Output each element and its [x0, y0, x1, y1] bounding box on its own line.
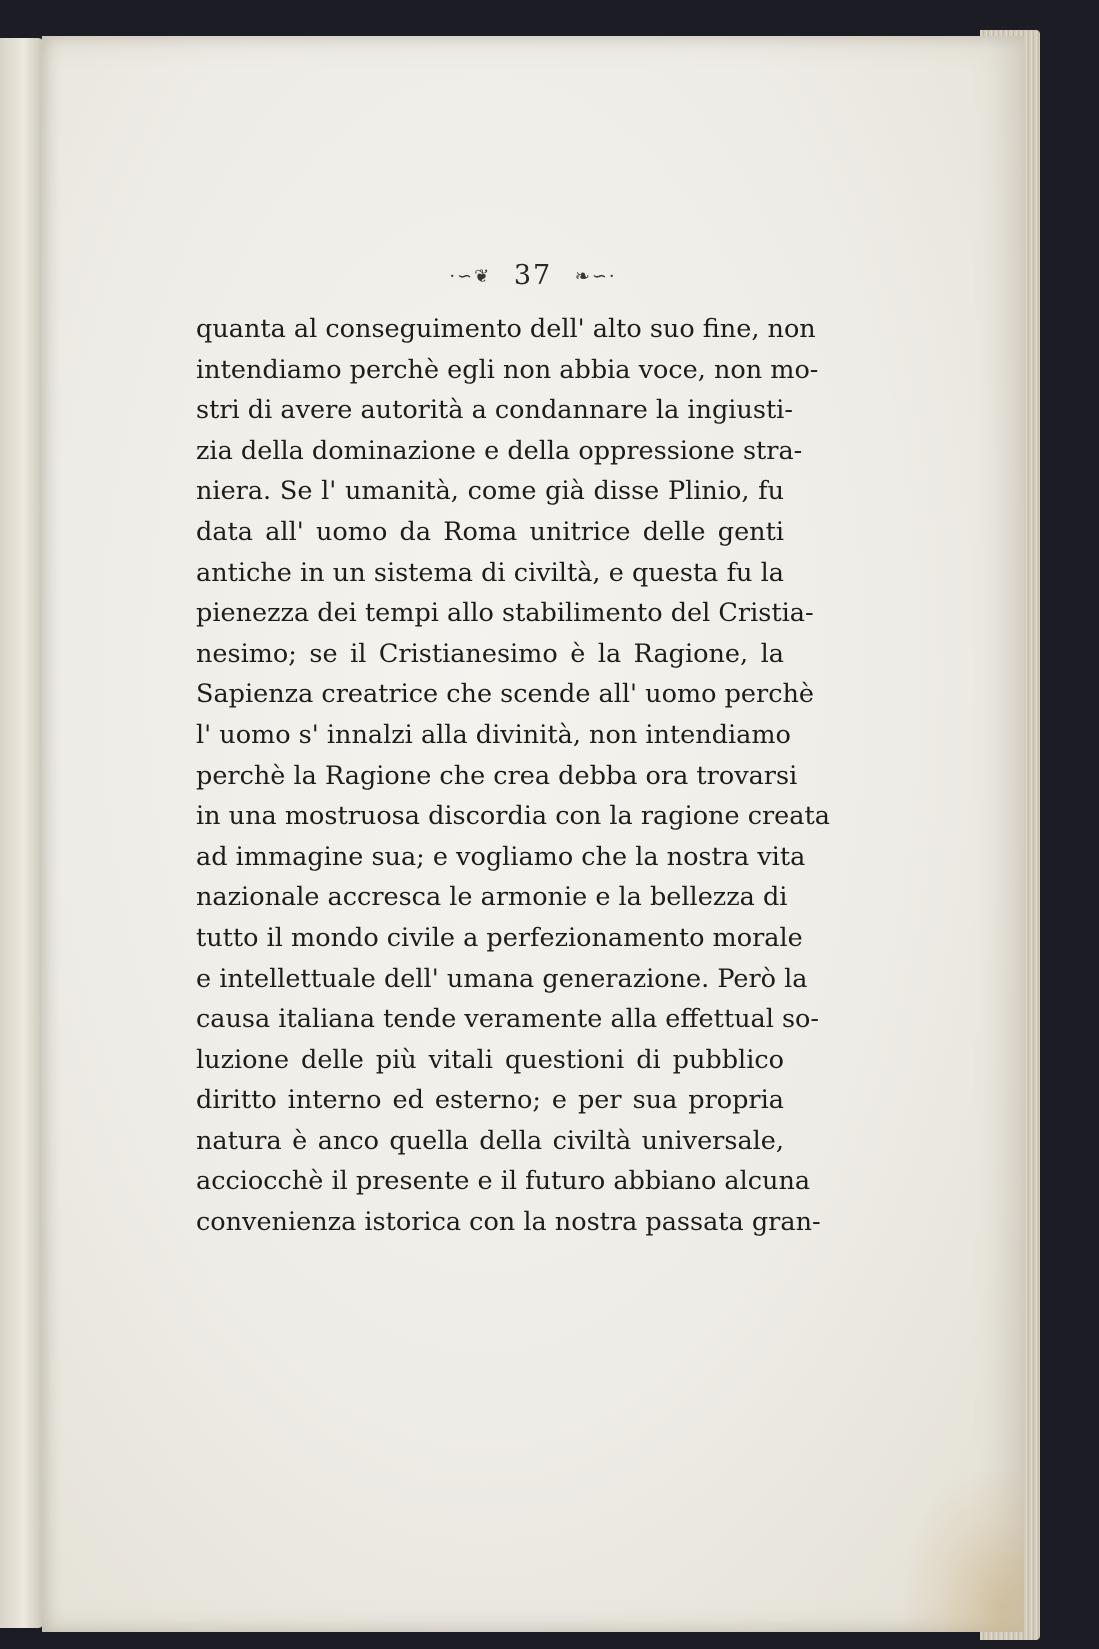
text-line: l' uomo s' innalzi alla divinità, non intendiamo — [196, 719, 791, 750]
text-line: ad immagine sua; e vogliamo che la nostra vita — [196, 841, 806, 872]
page-stain — [904, 1472, 1024, 1632]
text-line: data all' uomo da Roma unitrice delle genti — [196, 516, 784, 547]
left-page-edge — [0, 38, 44, 1628]
text-line: zia della dominazione e della oppressione stra- — [196, 435, 803, 466]
body-text — [196, 309, 830, 1243]
text-line: tutto il mondo civile a perfezionamento morale — [196, 922, 803, 953]
text-line: Sapienza creatrice che scende all' uomo perchè — [196, 679, 814, 710]
text-line: e intellettuale dell' umana generazione. Però la — [196, 963, 808, 994]
text-line: perchè la Ragione che crea debba ora trovarsi — [196, 760, 798, 791]
text-line: acciocchè il presente e il futuro abbiano alcuna — [196, 1166, 811, 1197]
text-line: luzione delle più vitali questioni di pubblico — [196, 1044, 784, 1075]
ornament-left: ·∽❦ — [449, 266, 492, 287]
text-line: natura è anco quella della civiltà universale, — [196, 1125, 784, 1156]
text-line: causa italiana tende veramente alla effettual so- — [196, 1004, 820, 1035]
text-line: in una mostruosa discordia con la ragione creata — [196, 801, 830, 832]
text-line: quanta al conseguimento dell' alto suo fine, non — [196, 314, 816, 344]
text-line: antiche in un sistema di civiltà, e questa fu la — [196, 557, 784, 588]
text-line: convenienza istorica con la nostra passata gran- — [196, 1207, 821, 1238]
page-number: 37 — [513, 260, 553, 291]
text-line: nesimo; se il Cristianesimo è la Ragione, la — [196, 638, 784, 669]
text-line: stri di avere autorità a condannare la ingiusti- — [196, 395, 793, 426]
text-line: intendiamo perchè egli non abbia voce, non mo- — [196, 354, 819, 385]
text-line: pienezza dei tempi allo stabilimento del Cristia- — [196, 598, 814, 629]
page-header — [42, 260, 1024, 291]
text-line: niera. Se l' umanità, come già disse Plinio, fu — [196, 476, 784, 507]
ornament-right: ❧∽· — [574, 266, 617, 287]
text-line: nazionale accresca le armonie e la bellezza di — [196, 882, 788, 913]
text-line: diritto interno ed esterno; e per sua propria — [196, 1085, 784, 1116]
book-page — [42, 36, 1024, 1632]
